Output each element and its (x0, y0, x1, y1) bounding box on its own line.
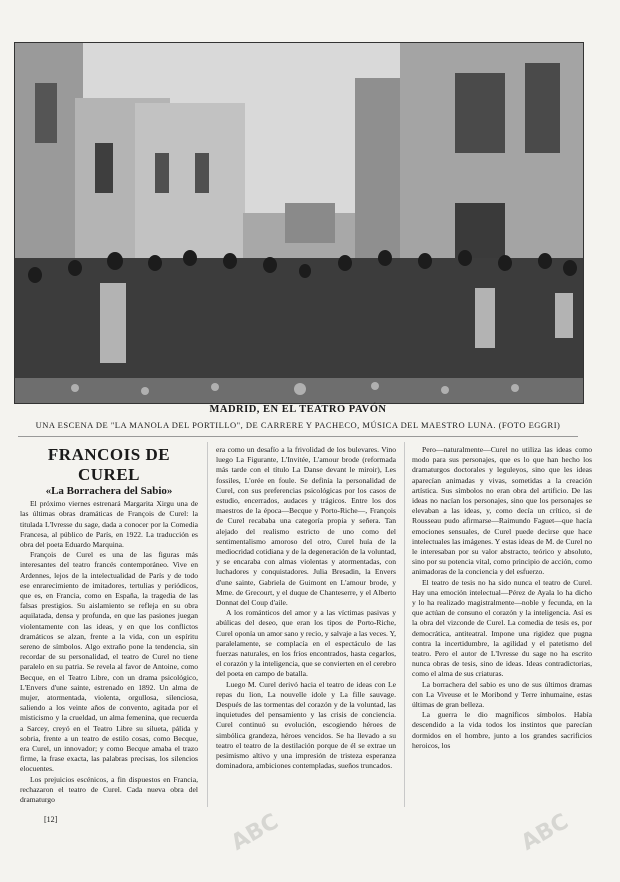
paragraph: Pero—naturalmente—Curel no utiliza las ideas como modo para sus personajes, que es lo que han hecho los dramaturgos doctorales y leguleyos, sino que les ideas aparecían animadas y vivas, sometidas a la creación artística. Sus símbolos no eran obra del artificio. De las ideas no nacían los personajes, sino que los personajes se elevaban a las ideas, y, como decía un crítico, si de Rousseau pudo afirmarse—Raimundo Faguet—que hacía emociones sensuales, de Curel puede decirse que hace intelectuales las imágenes. Y estas ideas de M. de Curel no le interesaban por su valor abstracto, teórico y absoluto, sino por su potencia vital, como principio de acción, como animadoras de la conciencia y del esfuerzo. (412, 445, 592, 577)
article-subtitle: «La Borrachera del Sabio» (45, 485, 173, 497)
abc-watermark: ABC (517, 809, 573, 856)
paragraph: La guerra le dio magníficos símbolos. Había descendido a la vida todos los instintos que parecían dormidos en el hombre, junto a los grandes sacrificios heroicos, los (412, 710, 592, 750)
paragraph: Luego M. Curel derivó hacia el teatro de ideas con Le repas du lion, La nouvelle idole y La fille sauvage. Después de las tormentas del corazón y de la voluntad, las inquietudes del pensamiento y las crisis de conciencia. Curel continuó su evolución, escogiendo héroes de simbólica grandeza, héroes vencidos. Se ha llevado a su teatro el teatro de la destilación porque de él se extrae un pesimismo altivo y una impresión de tristeza esperanza dominadora, ambiciones contempladas, sueños truncados. (216, 679, 396, 771)
stage-scene-image (15, 43, 583, 403)
divider (18, 436, 578, 437)
paragraph: La borrachera del sabio es uno de sus últimos dramas con La Viveuse et le Moribond y Terre inhumaine, estas últimas de gran belleza. (412, 679, 592, 710)
column-divider (207, 442, 208, 807)
column-divider (404, 442, 405, 807)
article-title: FRANCOIS DE CUREL (47, 445, 171, 484)
page-number: [12] (44, 815, 58, 824)
article-column-3 (412, 445, 592, 751)
paragraph: François de Curel es una de las figuras más interesantes del teatro francés contemporáneo. Vive en Ardennes, lejos de la intelectualidad de París y de todo ese enrarecimiento de imitadores, tertulias y periódicos, que es, en Francia, como en España, la tragedia de las falsas prestigios. Su aislamiento se refleja en su obra aquilatada, densa y profunda, en que las pasiones juegan violentamente con las ideas, y en que los conflictos dramáticos se alzan, frente a la vida, con un espíritu sereno de símbolos. Algo extraño pone la tendencia, sin recordar de su personalidad, el teatro de Curel no tiene paralelo en su patria. Se revela al favor de Antoine, como Becque, en el Teatro Libre, con un drama psicológico, L'Envers d'une sainte, estrenado en 1892. Un alma de mujer, atormentada, violenta, orgullosa, silenciosa, saliendo a los veinte años de convento, agitada por el misticismo y la crueldad, un alma femenina, que recuerda a Sarcey, creyó en el Teatro Libre su silueta, pálida y sobria, frente a un teatro de estilo cosas, como Becque, era Curel, un innovador; y como Becque amaba el trazo firme, la frase exacta, las palabras precisas, los silencios elocuentes. (20, 550, 198, 774)
photo-credit: UNA ESCENA DE "LA MANOLA DEL PORTILLO", DE CARRERE Y PACHECO, MÚSICA DEL MAESTRO LUNA. (FOTO EGGRI) (35, 420, 561, 430)
article-column-2 (216, 445, 396, 772)
abc-watermark: ABC (227, 809, 283, 856)
paragraph: El próximo viernes estrenará Margarita Xirgu una de las últimas obras dramáticas de François de Curel: la titulada L'Ivresse du sage, dada a conocer por la Comedia Francesa, al público de París, en 1922. La traducción es obra del poeta Eduardo Marquina. (20, 499, 198, 550)
paragraph: Los prejuicios escénicos, a fin dispuestos en Francia, rechazaron el teatro de Curel. Cada nueva obra del dramaturgo (20, 774, 198, 805)
stage-photograph (14, 42, 584, 404)
photo-caption: MADRID, EN EL TEATRO PAVÓN (209, 404, 387, 415)
article-column-1 (20, 445, 198, 805)
paragraph: El teatro de tesis no ha sido nunca el teatro de Curel. Hay una emoción intelectual—Pérez de Ayala lo ha dicho y lo ha realizado magistralmente—noble y fecunda, en la que actúan de consuno el corazón y la inteligencia. Así es la obra del vizconde de Curel. La comedia de tesis es, por democrática, antiteatral. Impone una rigidez que pugna contra la incertidumbre, la agilidad y el patetismo del teatro. Pero el autor de L'Ivresse du sage no ha escrito nunca obras de tesis, sino de ideas. Ideas contradictorias, como el alma de sus criaturas. (412, 577, 592, 679)
paragraph: era como un desafío a la frivolidad de los bulevares. Vino luego La Figurante, L'Invitée, L'amour brode (reformada más tarde con el título La Danse devant le miroir), Les fossiles, L'orée en foule. Se definía la personalidad de Curel, con sus preferencias psicológicas por los casos de estudio, encerrados, audaces y trágicos. Entre los dos maestros de la época—Becque y Porto-Riche—, François de Curel recababa una categoría propia y señera. Tan alejado del realismo estricto de uno como del sentimentalismo amoroso del otro, Curel huía de la mediocridad cotidiana y de la degeneración de la voluntad, y se encaraba con almas violentas y atormentadas, con luchadores y conquistadores. Julia Bresadin, la Envers d'une sainte, Gabriela de Guimont en L'amour brode, y Mme. de Grecourt, y el duque de Chanteserre, y el Alberto Donnat del Coup d'aile. (216, 445, 396, 608)
paragraph: A los románticos del amor y a las víctimas pasivas y abúlicas del deseo, que eran los tipos de Porto-Riche, Curel oponía un amor sano y recio, y salvaje a las veces. Y, paralelamente, se complacía en el espectáculo de las fuerzas naturales, en los fríos encontrados, hasta cegarlos, el corazón y la inteligencia, que se convierten en el cerebro del poeta en campo de batalla. (216, 608, 396, 679)
